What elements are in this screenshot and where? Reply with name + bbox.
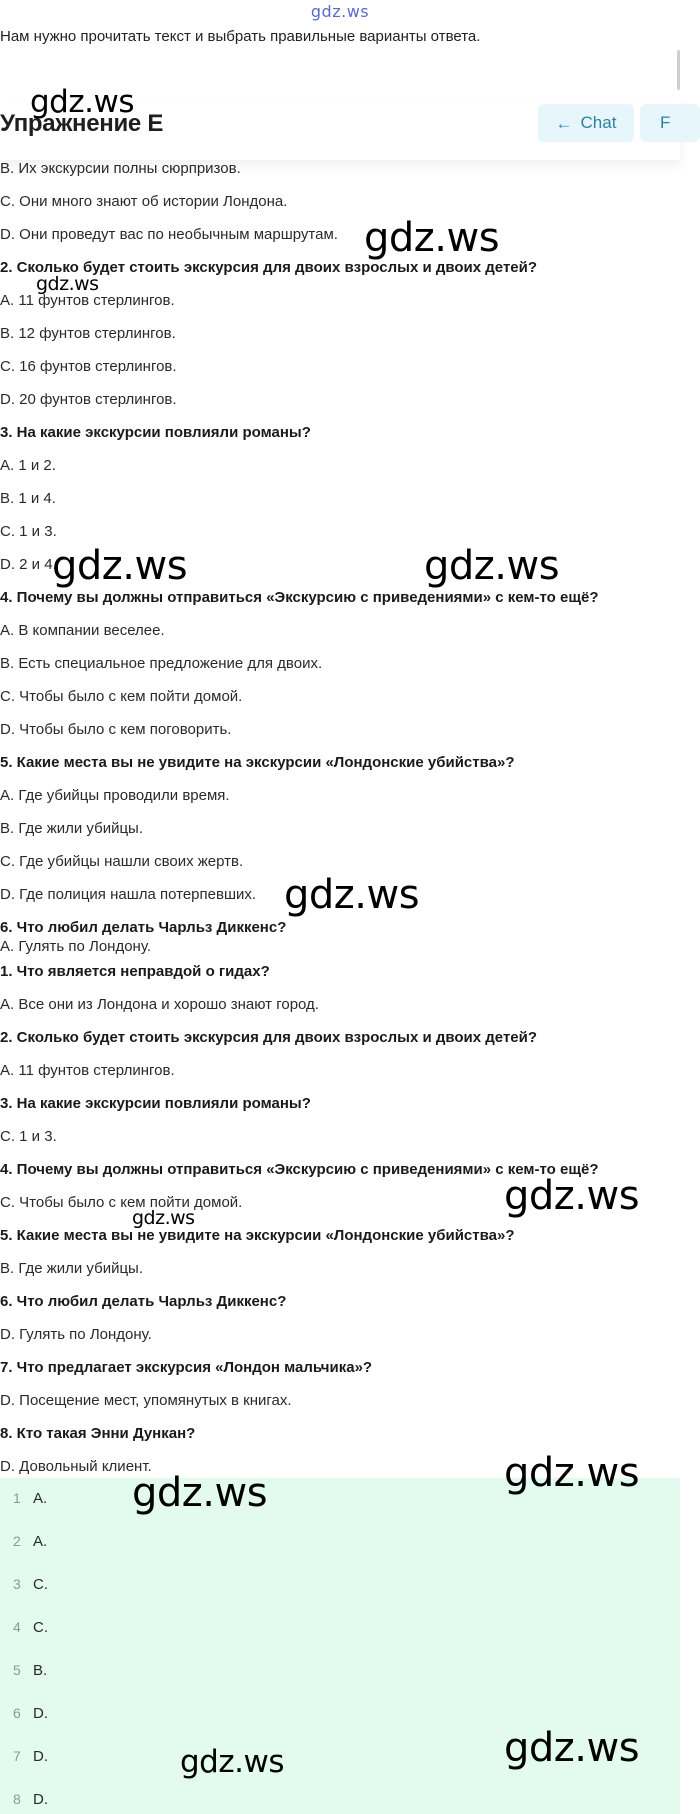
- page-title: Упражнение E: [0, 110, 164, 137]
- option-line: D. Где полиция нашла потерпевших.: [0, 886, 257, 903]
- option-line: C. Где убийцы нашли своих жертв.: [0, 853, 244, 870]
- summary-answer: B. Где жили убийцы.: [0, 1260, 143, 1277]
- option-line: B. 12 фунтов стерлингов.: [0, 325, 176, 342]
- summary-question: 3. На какие экскурсии повлияли романы?: [0, 1095, 311, 1112]
- question-line: 2. Сколько будет стоить экскурсия для двоих взрослых и двоих детей?: [0, 259, 538, 276]
- option-line: A. 11 фунтов стерлингов.: [0, 292, 175, 309]
- option-line: A. В компании веселее.: [0, 622, 165, 639]
- summary-question: 6. Что любил делать Чарльз Диккенс?: [0, 1293, 287, 1310]
- next-exercise-button[interactable]: [640, 104, 700, 142]
- summary-answer: D. Гулять по Лондону.: [0, 1326, 152, 1343]
- answer-number: 8: [13, 1791, 21, 1807]
- option-line: C. 16 фунтов стерлингов.: [0, 358, 177, 375]
- option-line: A. Где убийцы проводили время.: [0, 787, 230, 804]
- watermark: gdz.ws: [504, 1725, 640, 1771]
- question-line: 5. Какие места вы не увидите на экскурсии «Лондонские убийства»?: [0, 754, 515, 771]
- answer-value: A.: [33, 1490, 48, 1507]
- watermark: gdz.ws: [52, 543, 188, 589]
- site-logo[interactable]: gdz.ws: [310, 2, 370, 21]
- summary-answer: D. Посещение мест, упомянутых в книгах.: [0, 1392, 292, 1409]
- question-line: 6. Что любил делать Чарльз Диккенс?: [0, 919, 287, 936]
- clipped-option-text: A. Гулять по Лондону.: [0, 938, 152, 955]
- option-line: D. 2 и 4.: [0, 556, 57, 573]
- summary-answer: C. Чтобы было с кем пойти домой.: [0, 1194, 243, 1211]
- answer-number: 5: [13, 1662, 21, 1678]
- option-line: D. Чтобы было с кем поговорить.: [0, 721, 232, 738]
- summary-answer: C. 1 и 3.: [0, 1128, 57, 1145]
- scrollbar[interactable]: [677, 50, 680, 90]
- summary-question: 5. Какие места вы не увидите на экскурсии «Лондонские убийства»?: [0, 1227, 515, 1244]
- watermark: gdz.ws: [132, 1207, 195, 1229]
- answer-value: C.: [33, 1619, 48, 1636]
- intro-text: Нам нужно прочитать текст и выбрать правильные варианты ответа.: [0, 28, 481, 45]
- chat-button-label: Chat: [580, 113, 617, 132]
- summary-answer: D. Довольный клиент.: [0, 1458, 152, 1475]
- summary-answer: A. 11 фунтов стерлингов.: [0, 1062, 175, 1079]
- option-line: B. Есть специальное предложение для двоих.: [0, 655, 323, 672]
- watermark: gdz.ws: [504, 1173, 640, 1219]
- option-line: D. 20 фунтов стерлингов.: [0, 391, 177, 408]
- watermark: gdz.ws: [180, 1744, 284, 1780]
- question-line: 4. Почему вы должны отправиться «Экскурсию с приведениями» с кем-то ещё?: [0, 589, 599, 606]
- summary-question: 8. Кто такая Энни Дункан?: [0, 1425, 196, 1442]
- answer-value: D.: [33, 1705, 48, 1722]
- answer-value: D.: [33, 1748, 48, 1765]
- watermark: gdz.ws: [132, 1470, 268, 1516]
- arrow-left-icon: ←: [555, 113, 573, 133]
- summary-question: 1. Что является неправдой о гидах?: [0, 963, 270, 980]
- summary-question: 2. Сколько будет стоить экскурсия для двоих взрослых и двоих детей?: [0, 1029, 538, 1046]
- option-line: C. 1 и 3.: [0, 523, 57, 540]
- watermark: gdz.ws: [364, 215, 500, 261]
- clipped-option-line: [0, 938, 400, 956]
- answer-number: 3: [13, 1576, 21, 1592]
- chat-button[interactable]: [538, 104, 634, 142]
- answer-number: 7: [13, 1748, 21, 1764]
- answer-value: D.: [33, 1791, 48, 1808]
- watermark: gdz.ws: [504, 1450, 640, 1496]
- question-line: 3. На какие экскурсии повлияли романы?: [0, 424, 311, 441]
- option-line: A. 1 и 2.: [0, 457, 56, 474]
- answer-number: 2: [13, 1533, 21, 1549]
- next-exercise-label: F: [660, 113, 671, 132]
- answer-number: 1: [13, 1490, 21, 1506]
- summary-question: 4. Почему вы должны отправиться «Экскурсию с приведениями» с кем-то ещё?: [0, 1161, 599, 1178]
- watermark: gdz.ws: [424, 543, 560, 589]
- answer-value: A.: [33, 1533, 48, 1550]
- option-line: D. Они проведут вас по необычным маршрутам.: [0, 226, 338, 243]
- watermark: gdz.ws: [36, 273, 99, 295]
- option-line: B. 1 и 4.: [0, 490, 56, 507]
- answer-value: B.: [33, 1662, 48, 1679]
- option-line: C. Они много знают об истории Лондона.: [0, 193, 288, 210]
- option-line: C. Чтобы было с кем пойти домой.: [0, 688, 243, 705]
- watermark: gdz.ws: [284, 872, 420, 918]
- summary-question: 7. Что предлагает экскурсия «Лондон мальчика»?: [0, 1359, 373, 1376]
- option-line: B. Их экскурсии полны сюрпризов.: [0, 160, 241, 177]
- answer-value: C.: [33, 1576, 48, 1593]
- option-line: B. Где жили убийцы.: [0, 820, 143, 837]
- watermark: gdz.ws: [30, 84, 134, 120]
- answer-number: 6: [13, 1705, 21, 1721]
- summary-answer: A. Все они из Лондона и хорошо знают город.: [0, 996, 319, 1013]
- answer-number: 4: [13, 1619, 21, 1635]
